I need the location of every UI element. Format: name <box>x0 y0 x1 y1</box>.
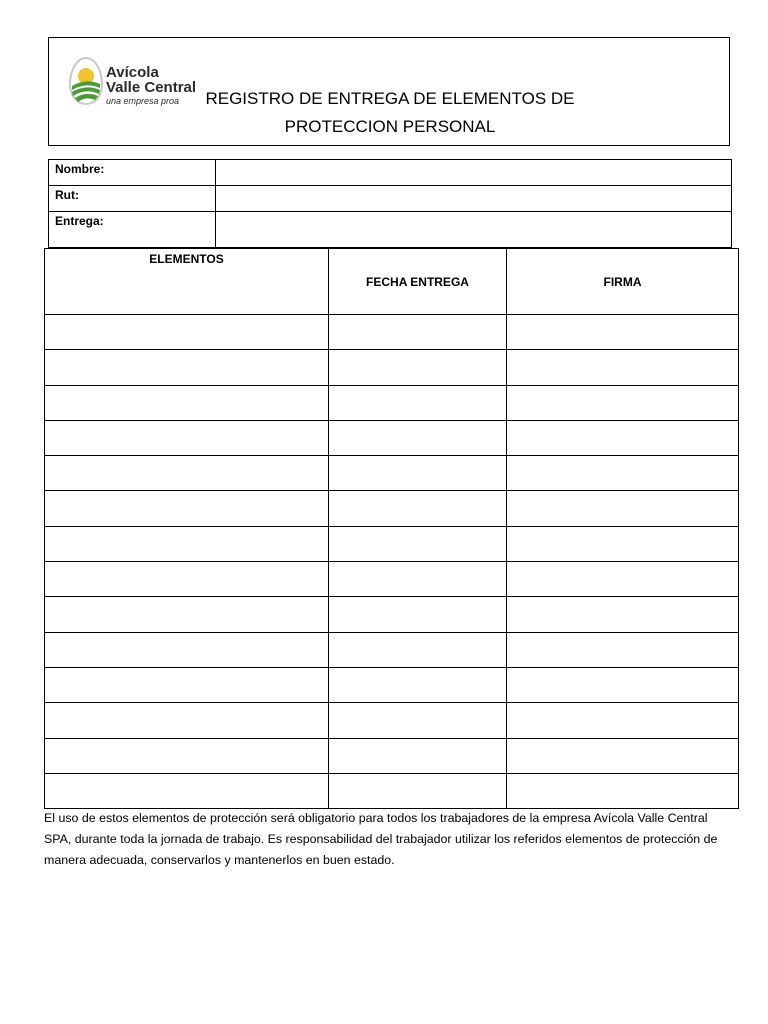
header-box <box>48 37 730 146</box>
table-row <box>45 526 739 561</box>
firma-cell[interactable] <box>507 456 739 491</box>
firma-cell[interactable] <box>507 420 739 455</box>
elemento-cell[interactable] <box>45 597 329 632</box>
firma-cell[interactable] <box>507 773 739 808</box>
title-line-1: REGISTRO DE ENTREGA DE ELEMENTOS DE <box>205 89 575 108</box>
firma-cell[interactable] <box>507 315 739 350</box>
firma-cell[interactable] <box>507 597 739 632</box>
elemento-cell[interactable] <box>45 420 329 455</box>
table-row <box>45 491 739 526</box>
firma-cell[interactable] <box>507 562 739 597</box>
fecha-entrega-cell[interactable] <box>329 703 507 738</box>
fecha-entrega-cell[interactable] <box>329 491 507 526</box>
company-logo <box>68 56 203 106</box>
table-row <box>45 632 739 667</box>
fecha-entrega-cell[interactable] <box>329 420 507 455</box>
elemento-cell[interactable] <box>45 526 329 561</box>
rut-field[interactable] <box>216 186 732 212</box>
rut-label: Rut: <box>49 186 216 212</box>
header-firma: FIRMA <box>507 249 739 315</box>
fecha-entrega-cell[interactable] <box>329 315 507 350</box>
elemento-cell[interactable] <box>45 562 329 597</box>
firma-cell[interactable] <box>507 385 739 420</box>
firma-cell[interactable] <box>507 632 739 667</box>
info-row-rut <box>49 186 732 212</box>
table-row <box>45 738 739 773</box>
elemento-cell[interactable] <box>45 667 329 702</box>
table-row <box>45 420 739 455</box>
entrega-label: Entrega: <box>49 212 216 248</box>
elemento-cell[interactable] <box>45 385 329 420</box>
logo-tagline: una empresa proa <box>106 96 180 106</box>
elemento-cell[interactable] <box>45 350 329 385</box>
nombre-label: Nombre: <box>49 160 216 186</box>
table-row <box>45 456 739 491</box>
table-row <box>45 597 739 632</box>
document-title <box>189 85 591 141</box>
elemento-cell[interactable] <box>45 773 329 808</box>
nombre-field[interactable] <box>216 160 732 186</box>
fecha-entrega-cell[interactable] <box>329 632 507 667</box>
elemento-cell[interactable] <box>45 456 329 491</box>
elemento-cell[interactable] <box>45 315 329 350</box>
logo-brand-line2: Valle Central <box>106 79 197 96</box>
info-row-entrega <box>49 212 732 248</box>
logo-brand-line1: Avícola <box>106 64 159 81</box>
elemento-cell[interactable] <box>45 491 329 526</box>
fecha-entrega-cell[interactable] <box>329 385 507 420</box>
fecha-entrega-cell[interactable] <box>329 526 507 561</box>
fecha-entrega-cell[interactable] <box>329 597 507 632</box>
fecha-entrega-cell[interactable] <box>329 456 507 491</box>
firma-cell[interactable] <box>507 350 739 385</box>
worker-info-table <box>48 159 732 248</box>
egg-logo-icon <box>68 56 104 106</box>
table-row <box>45 562 739 597</box>
footer-notice: El uso de estos elementos de protección será obligatorio para todos los trabajadores de la empresa Avícola Valle Central SPA, durante toda la jornada de trabajo. Es responsabilidad del trabajador utilizar los referidos elementos de protección de manera adecuada, conservarlos y mantenerlos en buen estado. <box>44 811 718 867</box>
firma-cell[interactable] <box>507 738 739 773</box>
elemento-cell[interactable] <box>45 703 329 738</box>
elemento-cell[interactable] <box>45 632 329 667</box>
info-row-nombre <box>49 160 732 186</box>
table-header-row <box>45 249 739 315</box>
delivery-table <box>44 248 739 809</box>
elemento-cell[interactable] <box>45 738 329 773</box>
firma-cell[interactable] <box>507 491 739 526</box>
table-row <box>45 385 739 420</box>
table-row <box>45 315 739 350</box>
table-row <box>45 350 739 385</box>
header-elementos: ELEMENTOS <box>45 249 329 315</box>
table-row <box>45 773 739 808</box>
firma-cell[interactable] <box>507 526 739 561</box>
entrega-field[interactable] <box>216 212 732 248</box>
table-row <box>45 667 739 702</box>
fecha-entrega-cell[interactable] <box>329 667 507 702</box>
fecha-entrega-cell[interactable] <box>329 738 507 773</box>
firma-cell[interactable] <box>507 667 739 702</box>
title-line-2: PROTECCION PERSONAL <box>284 117 496 136</box>
firma-cell[interactable] <box>507 703 739 738</box>
table-row <box>45 703 739 738</box>
header-fecha-entrega: FECHA ENTREGA <box>329 249 507 315</box>
fecha-entrega-cell[interactable] <box>329 562 507 597</box>
fecha-entrega-cell[interactable] <box>329 773 507 808</box>
fecha-entrega-cell[interactable] <box>329 350 507 385</box>
